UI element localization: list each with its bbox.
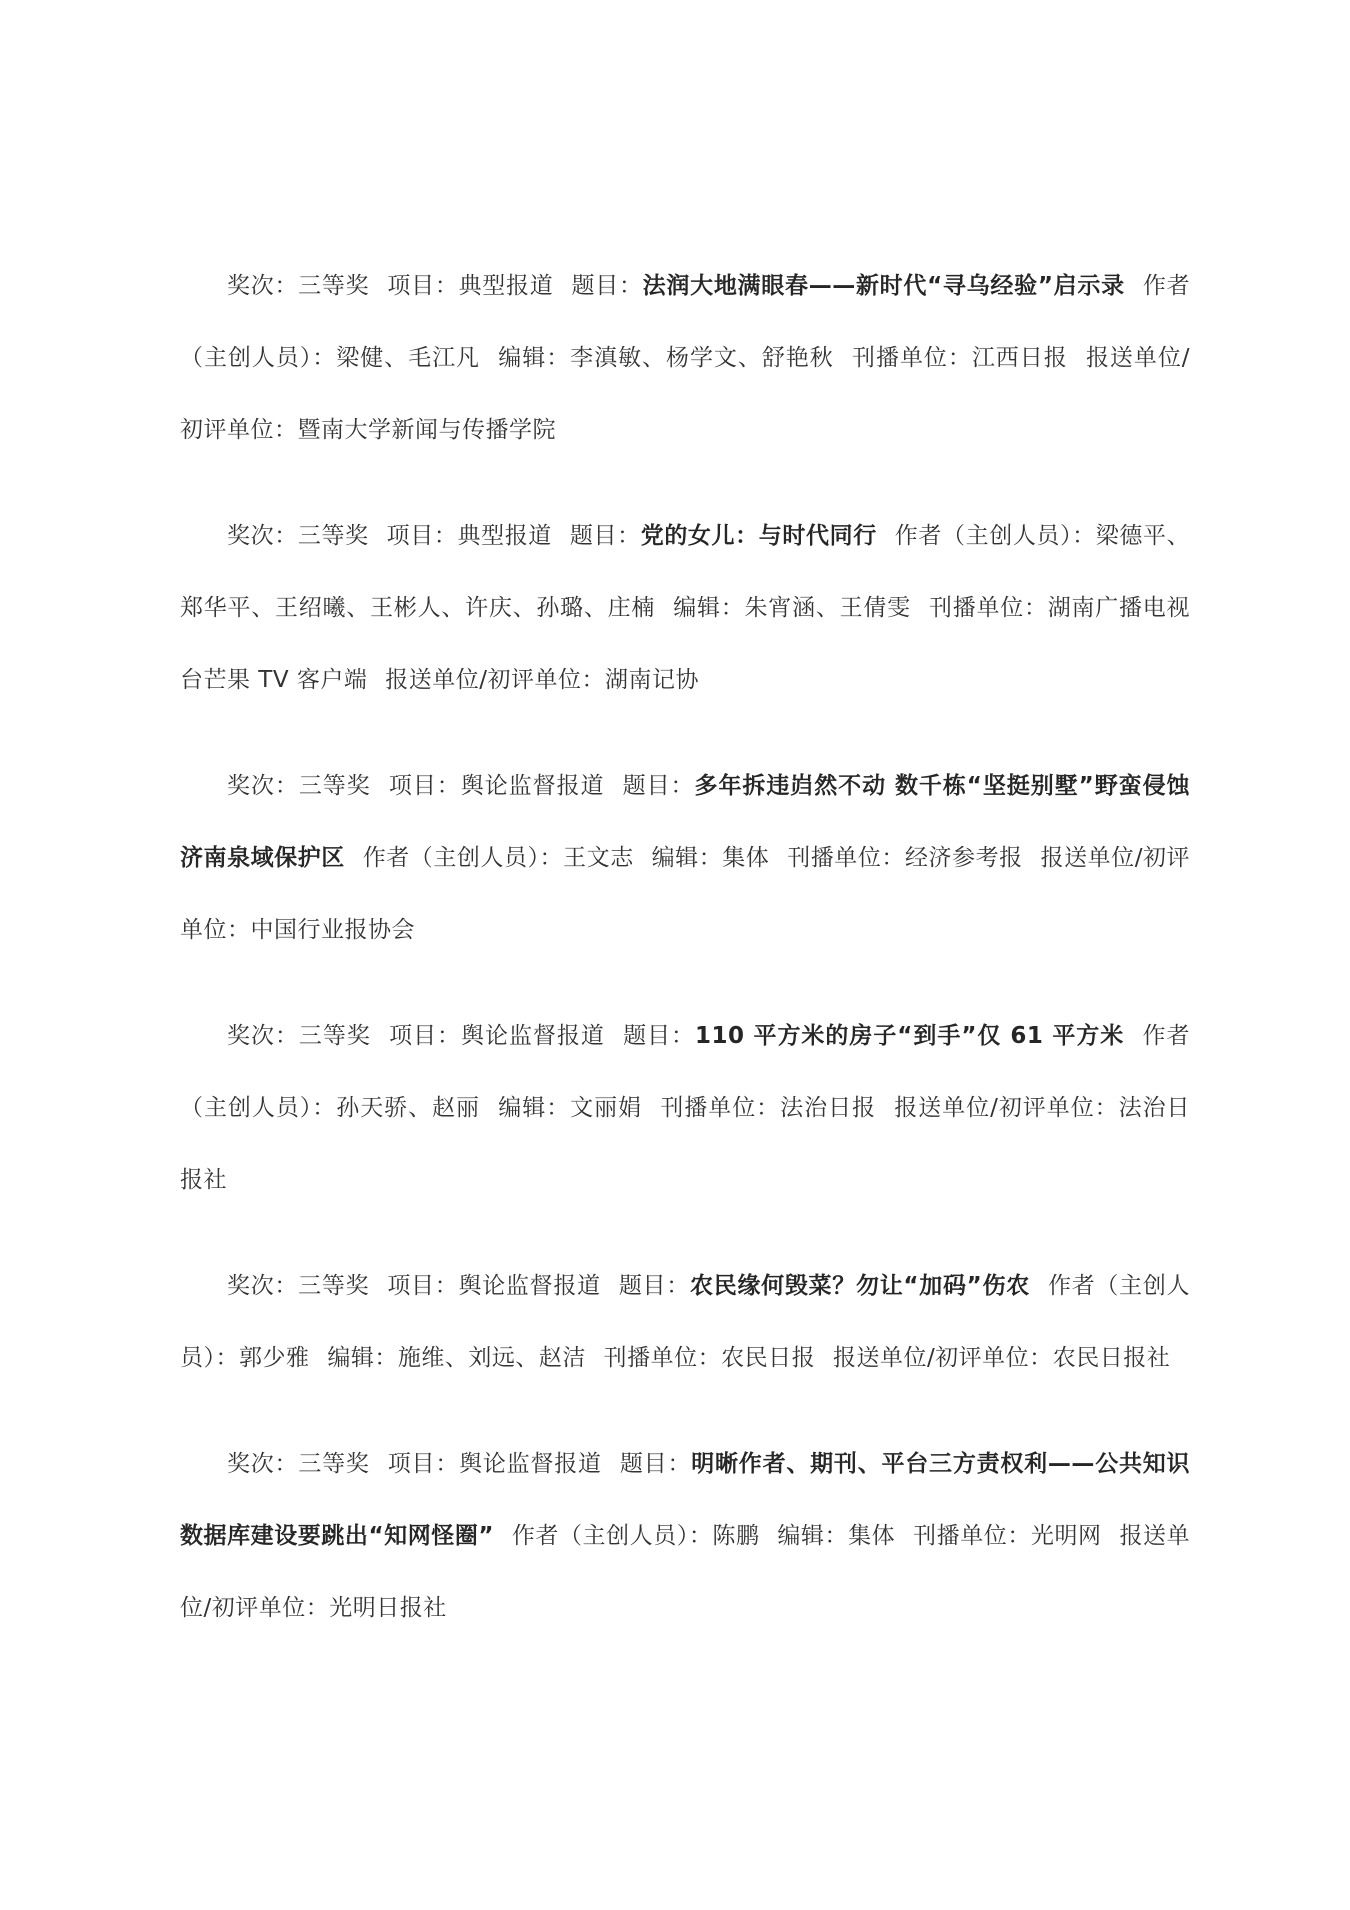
editor-value: 李滇敏、杨学文、舒艳秋 (570, 345, 834, 371)
project-label: 项目： (386, 523, 458, 549)
submitter-label: 报送单位/初评单位： (180, 845, 1191, 943)
project-label: 项目： (387, 1451, 460, 1477)
title-label: 题目： (619, 1451, 692, 1477)
work-title: 法润大地满眼春——新时代“寻乌经验”启示录 (642, 273, 1125, 299)
project-value: 舆论监督报道 (461, 1023, 605, 1049)
title-label: 题目： (571, 273, 643, 299)
author-label: 作者（主创人员）： (362, 845, 564, 871)
author-value: 陈鹏 (712, 1523, 760, 1549)
award-label: 奖次： (227, 1451, 299, 1477)
submitter-label: 报送单位/初评单位： (180, 1523, 1191, 1621)
author-label: 作者（主创人员）： (180, 1273, 1191, 1371)
submitter-value: 湖南记协 (604, 667, 699, 693)
editor-value: 朱宵涵、王倩雯 (744, 595, 911, 621)
publisher-value: 江西日报 (971, 345, 1068, 371)
project-value: 典型报道 (458, 273, 554, 299)
document-page (180, 250, 1190, 1678)
publisher-label: 刊播单位： (660, 1095, 781, 1121)
title-label: 题目： (569, 523, 641, 549)
submitter-value: 中国行业报协会 (250, 917, 415, 943)
publisher-value: 光明网 (1030, 1523, 1102, 1549)
project-value: 舆论监督报道 (458, 1273, 601, 1299)
submitter-value: 暨南大学新闻与传播学院 (297, 417, 556, 443)
editor-label: 编辑： (498, 345, 571, 371)
publisher-label: 刊播单位： (913, 1523, 1031, 1549)
author-value: 王文志 (563, 845, 634, 871)
award-label: 奖次： (227, 1273, 299, 1299)
award-value: 三等奖 (298, 273, 370, 299)
editor-value: 集体 (722, 845, 770, 871)
editor-value: 文丽娟 (570, 1095, 643, 1121)
author-label: 作者（主创人员）： (894, 523, 1096, 549)
title-label: 题目： (618, 1273, 690, 1299)
award-entry (180, 1250, 1190, 1394)
publisher-label: 刊播单位： (787, 845, 905, 871)
publisher-value: 农民日报 (721, 1345, 816, 1371)
author-label: 作者（主创人员）： (180, 1023, 1190, 1121)
submitter-value: 光明日报社 (329, 1595, 447, 1621)
editor-label: 编辑： (327, 1345, 398, 1371)
project-label: 项目： (387, 273, 459, 299)
award-entry (180, 1428, 1190, 1644)
author-value: 孙天骄、赵丽 (336, 1095, 480, 1121)
submitter-value: 农民日报社 (1052, 1345, 1171, 1371)
editor-label: 编辑： (777, 1523, 849, 1549)
award-value: 三等奖 (298, 1273, 370, 1299)
work-title: 110 平方米的房子“到手”仅 61 平方米 (695, 1023, 1125, 1049)
author-label: 作者（主创人员）： (180, 273, 1191, 371)
award-value: 三等奖 (298, 1023, 371, 1049)
work-title: 明晰作者、期刊、平台三方责权利——公共知识数据库建设要跳出“知网怪圈” (180, 1451, 1191, 1549)
publisher-label: 刊播单位： (603, 1345, 722, 1371)
award-entry (180, 750, 1190, 966)
project-label: 项目： (387, 1273, 459, 1299)
author-value: 郭少雅 (239, 1345, 310, 1371)
publisher-value: 湖南广播电视台芒果 TV 客户端 (180, 595, 1191, 693)
award-entry (180, 250, 1190, 466)
editor-value: 集体 (848, 1523, 896, 1549)
editor-label: 编辑： (498, 1095, 571, 1121)
award-label: 奖次： (227, 273, 299, 299)
work-title: 党的女儿：与时代同行 (640, 523, 877, 549)
title-label: 题目： (623, 1023, 695, 1049)
award-label: 奖次： (227, 773, 299, 799)
submitter-label: 报送单位/初评单位： (385, 667, 605, 693)
submitter-label: 报送单位/初评单位： (180, 345, 1191, 443)
submitter-label: 报送单位/初评单位： (832, 1345, 1053, 1371)
author-value: 梁健、毛江凡 (336, 345, 480, 371)
author-value: 梁德平、郑华平、王绍曦、王彬人、许庆、孙璐、庄楠 (180, 523, 1191, 621)
award-label: 奖次： (227, 523, 298, 549)
project-value: 舆论监督报道 (460, 773, 605, 799)
project-label: 项目： (388, 773, 461, 799)
publisher-value: 法治日报 (780, 1095, 876, 1121)
project-value: 典型报道 (457, 523, 552, 549)
editor-value: 施维、刘远、赵洁 (397, 1345, 586, 1371)
award-value: 三等奖 (298, 1451, 370, 1477)
submitter-label: 报送单位/初评单位： (894, 1095, 1119, 1121)
project-label: 项目： (389, 1023, 461, 1049)
author-label: 作者（主创人员）： (511, 1523, 713, 1549)
award-entry (180, 500, 1190, 716)
publisher-label: 刊播单位： (852, 345, 972, 371)
submitter-value: 法治日报社 (180, 1095, 1191, 1193)
editor-label: 编辑： (651, 845, 723, 871)
award-value: 三等奖 (298, 773, 371, 799)
award-value: 三等奖 (297, 523, 369, 549)
award-label: 奖次： (227, 1023, 299, 1049)
publisher-label: 刊播单位： (928, 595, 1048, 621)
award-entry (180, 1000, 1190, 1216)
work-title: 农民缘何毁菜？勿让“加码”伤农 (689, 1273, 1030, 1299)
publisher-value: 经济参考报 (904, 845, 1023, 871)
editor-label: 编辑： (673, 595, 745, 621)
project-value: 舆论监督报道 (459, 1451, 602, 1477)
work-title: 多年拆违岿然不动 数千栋“坚挺别墅”野蛮侵蚀济南泉域保护区 (180, 773, 1191, 871)
title-label: 题目： (622, 773, 695, 799)
